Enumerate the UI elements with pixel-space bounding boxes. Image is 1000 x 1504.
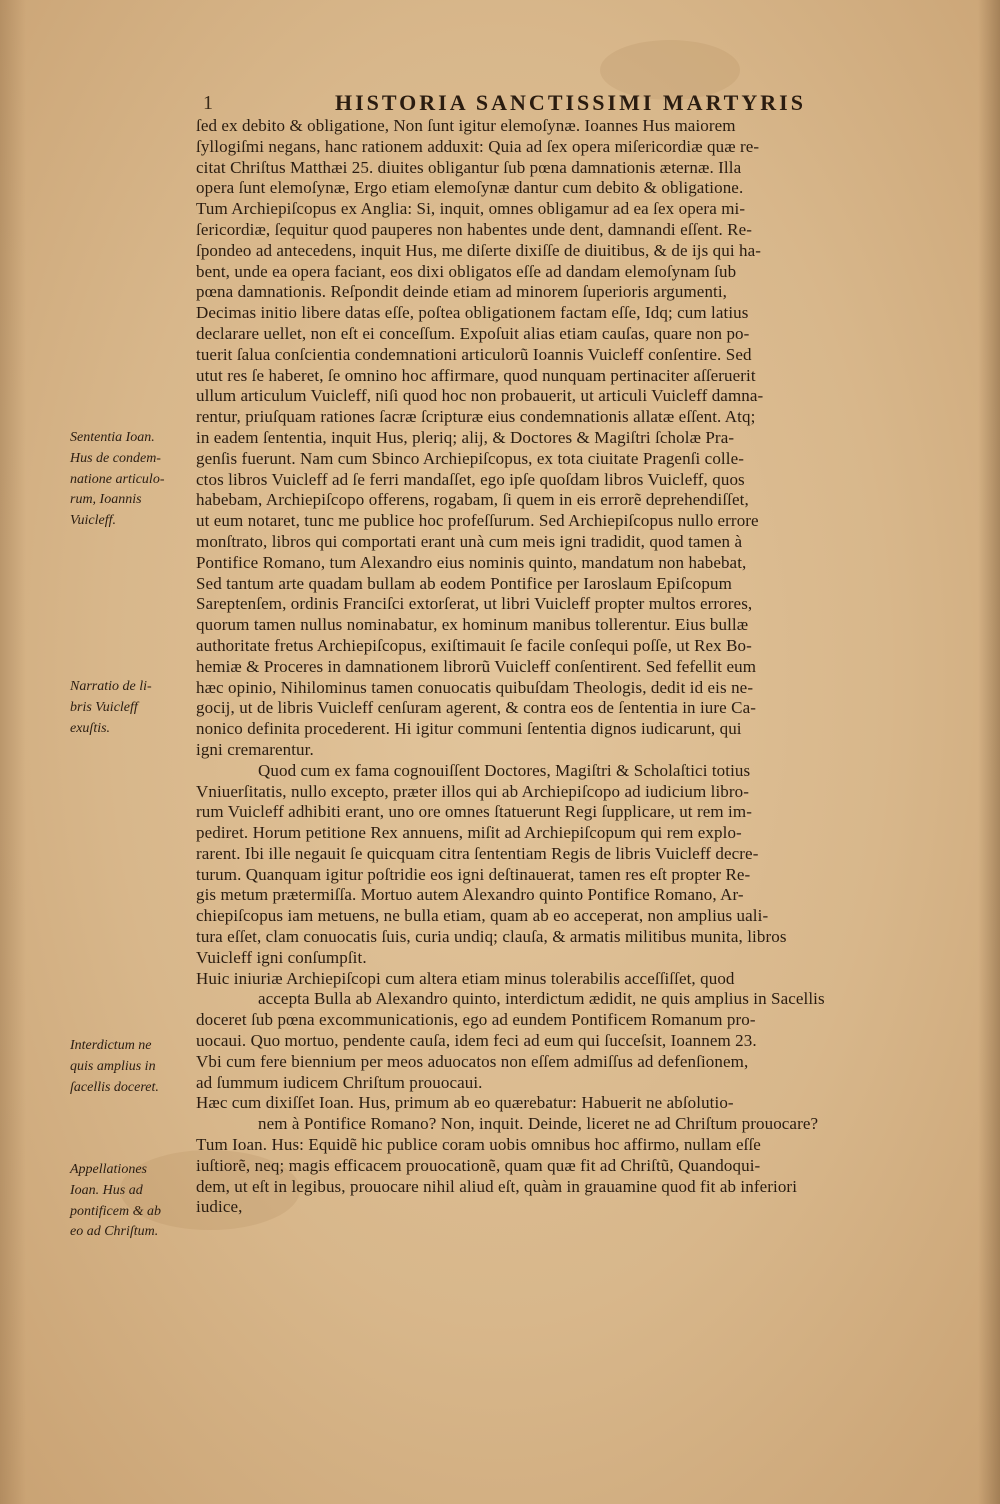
text-line: utut res ſe haberet, ſe omnino hoc affirmare, quod nunquam pertinaciter aſſeruerit bbox=[196, 365, 756, 385]
text-line: gocij, ut de libris Vuicleff cenſuram agerent, & contra eos de ſententia in iure Ca- bbox=[196, 698, 757, 718]
margin-note-narratio bbox=[70, 677, 202, 739]
text-line: Tum Archiepiſcopus ex Anglia: Si, inquit, omnes obligamur ad ea ſex opera mi- bbox=[196, 199, 746, 219]
text-line: Sareptenſem, ordinis Franciſci extorſerat, ut libri Vuicleff propter multos errores, bbox=[196, 594, 753, 614]
text-line: doceret ſub pœna excommunicationis, ego ad eundem Pontificem Romanum pro- bbox=[196, 1010, 756, 1030]
margin-note-line: ſacellis doceret. bbox=[70, 1079, 159, 1095]
margin-note-line: exuſtis. bbox=[70, 720, 111, 736]
margin-note-line: Ioan. Hus ad bbox=[70, 1182, 143, 1198]
text-line: ſyllogiſmi negans, hanc rationem adduxit: Quia ad ſex opera miſericordiæ quæ re- bbox=[196, 136, 760, 156]
text-line: Vuicleff igni conſumpſit. bbox=[196, 947, 367, 967]
margin-note-line: natione articulo- bbox=[70, 471, 165, 487]
text-line: hemiæ & Proceres in damnationem librorũ Vuicleff conſentirent. Sed fefellit eum bbox=[196, 656, 757, 676]
margin-note-line: quis amplius in bbox=[70, 1058, 156, 1074]
text-line: iudice, bbox=[196, 1197, 243, 1217]
text-line: ctos libros Vuicleff ad ſe ferri mandaſſet, ego ipſe quoſdam libros Vuicleff, quos bbox=[196, 469, 745, 489]
text-line: tuerit ſalua conſcientia condemnationi articulorũ Ioannis Vuicleff conſentire. Sed bbox=[196, 344, 752, 364]
text-line: uocaui. Quo mortuo, pendente cauſa, idem feci ad eum qui ſucceſsit, Ioannem 23. bbox=[196, 1031, 757, 1051]
margin-note-line: pontificem & ab bbox=[70, 1203, 161, 1219]
text-line: Huic iniuriæ Archiepiſcopi cum altera etiam minus tolerabilis acceſſiſſet, quod bbox=[196, 968, 735, 988]
text-line: in eadem ſententia, inquit Hus, pleriq; alij, & Doctores & Magiſtri ſcholæ Pra- bbox=[196, 427, 735, 447]
margin-note-interdictum bbox=[70, 1036, 202, 1098]
text-line: accepta Bulla ab Alexandro quinto, interdictum ædidit, ne quis amplius in Sacellis bbox=[258, 989, 825, 1009]
text-line: ullum articulum Vuicleff, niſi quod hoc non probauerit, ut articuli Vuicleff damna- bbox=[196, 386, 764, 406]
text-line: rarent. Ibi ille negauit ſe quicquam citra ſententiam Regis de libris Vuicleff decre- bbox=[196, 843, 759, 863]
text-line: ſed ex debito & obligatione, Non ſunt igitur elemoſynæ. Ioannes Hus maiorem bbox=[196, 116, 736, 135]
margin-note-line: Sententia Ioan. bbox=[70, 430, 155, 445]
text-line: ad ſummum iudicem Chriſtum prouocaui. bbox=[196, 1072, 483, 1092]
margin-note-line: eo ad Chriſtum. bbox=[70, 1224, 159, 1240]
text-line: declarare uellet, non eſt ei conceſſum. Expoſuit alias etiam cauſas, quare non po- bbox=[196, 323, 750, 343]
text-line: dem, ut eſt in legibus, prouocare nihil aliud eſt, quàm in grauamine quod fit ab inferiori bbox=[196, 1176, 798, 1196]
text-line: nonico definita procederent. Hi igitur communi ſententia dignos iudicarunt, qui bbox=[196, 719, 742, 739]
text-line: Sed tantum arte quadam bullam ab eodem Pontifice per Iaroslaum Epiſcopum bbox=[196, 573, 732, 593]
text-line: ſpondeo ad antecedens, inquit Hus, me diſerte dixiſſe de diuitibus, & de ijs qui ha- bbox=[196, 240, 762, 260]
margin-note-line: rum, Ioannis bbox=[70, 492, 142, 508]
text-line: opera ſunt elemoſynæ, Ergo etiam elemoſynæ dantur cum debito & obligatione. bbox=[196, 178, 744, 198]
margin-note-line: bris Vuicleff bbox=[70, 699, 138, 715]
text-line: gis metum prætermiſſa. Mortuo autem Alexandro quinto Pontifice Romano, Ar- bbox=[196, 885, 744, 905]
text-line: Pontifice Romano, tum Alexandro eius nominis quinto, mandatum non habebat, bbox=[196, 552, 747, 572]
text-line: Quod cum ex fama cognouiſſent Doctores, Magiſtri & Scholaſtici totius bbox=[258, 760, 751, 780]
text-line: habebam, Archiepiſcopo offerens, rogabam, ſi quem in eis errorẽ deprehendiſſet, bbox=[196, 490, 749, 510]
page-edge-shadow-right bbox=[978, 0, 1000, 1504]
text-line: ut eum notaret, tunc me publice hoc profeſſurum. Sed Archiepiſcopus nullo errore bbox=[196, 511, 759, 531]
text-line: bent, unde ea opera faciant, eos dixi obligatos eſſe ad dandam elemoſynam ſub bbox=[196, 261, 737, 281]
text-line: pediret. Horum petitione Rex annuens, miſit ad Archiepiſcopum qui rem explo- bbox=[196, 823, 742, 843]
page-number: 1 bbox=[203, 92, 213, 114]
margin-note-line: Vuicleff. bbox=[70, 513, 116, 529]
text-line: pœna damnationis. Reſpondit deinde etiam ad minorem ſuperioris argumenti, bbox=[196, 282, 728, 302]
text-line: tura eſſet, clam conuocatis ſuis, curia undiq; clauſa, & armatis militibus munita, libros bbox=[196, 927, 787, 947]
text-line: Hæc cum dixiſſet Ioan. Hus, primum ab eo quærebatur: Habuerit ne abſolutio- bbox=[196, 1093, 734, 1113]
text-line: iuſtiorẽ, neq; magis efficacem prouocationẽ, quam quæ fit ad Chriſtũ, Quandoqui- bbox=[196, 1155, 761, 1175]
running-title: HISTORIA SANCTISSIMI MARTYRIS bbox=[335, 90, 806, 115]
margin-note-sententia bbox=[70, 428, 202, 532]
text-line: nem à Pontifice Romano? Non, inquit. Deinde, liceret ne ad Chriſtum prouocare? bbox=[258, 1114, 819, 1134]
text-line: chiepiſcopus iam metuens, ne bulla etiam, quam ab eo acceperat, non amplius uali- bbox=[196, 906, 769, 926]
text-line: igni cremarentur. bbox=[196, 739, 314, 759]
text-line: Decimas initio libere datas eſſe, poſtea obligationem factam eſſe, Idq; cum latius bbox=[196, 303, 749, 323]
margin-note-appellationes bbox=[70, 1160, 202, 1243]
margin-note-line: Interdictum ne bbox=[70, 1038, 152, 1053]
text-line: Vniuerſitatis, nullo excepto, præter illos qui ab Archiepiſcopo ad iudicium libro- bbox=[196, 781, 750, 801]
text-line: turum. Quanquam igitur poſtridie eos igni deſtinauerat, tamen res eſt propter Re- bbox=[196, 864, 751, 884]
text-line: genſis fuerunt. Nam cum Sbinco Archiepiſcopus, ex tota ciuitate Pragenſi colle- bbox=[196, 448, 744, 468]
margin-note-line: Hus de condem- bbox=[70, 450, 161, 466]
text-line: quorum tamen nullus nominabatur, ex hominum manibus tollerentur. Eius bullæ bbox=[196, 615, 749, 635]
text-line: authoritate fretus Archiepiſcopus, exiſtimauit ſe facile conſequi poſſe, ut Rex Bo- bbox=[196, 635, 752, 655]
text-line: citat Chriſtus Matthæi 25. diuites obligantur ſub pœna damnationis æternæ. Illa bbox=[196, 157, 742, 177]
text-line: monſtrato, libros qui comportati erant unà cum meis igni tradidit, quod tamen à bbox=[196, 531, 743, 551]
text-line: rentur, priuſquam rationes ſacræ ſcripturæ eius condemnationis allatæ eſſent. Atq; bbox=[196, 407, 756, 427]
text-line: Tum Ioan. Hus: Equidẽ hic publice coram uobis omnibus hoc affirmo, nullam eſſe bbox=[196, 1135, 761, 1155]
text-line: hæc opinio, Nihilominus tamen conuocatis quibuſdam Theologis, dedit id eis ne- bbox=[196, 677, 754, 697]
text-line: Vbi cum fere biennium per meos aduocatos non eſſem admiſſus ad defenſionem, bbox=[196, 1051, 749, 1071]
page-edge-shadow-left bbox=[0, 0, 26, 1504]
margin-note-line: Narratio de li- bbox=[70, 679, 152, 694]
margin-note-line: Appellationes bbox=[70, 1162, 147, 1177]
text-line: rum Vuicleff adhibiti erant, uno ore omnes ſtatuerunt Regi ſupplicare, ut rem im- bbox=[196, 802, 752, 822]
main-text-column bbox=[196, 116, 908, 1218]
text-line: ſericordiæ, ſequitur quod pauperes non habentes unde dent, damnandi eſſent. Re- bbox=[196, 219, 752, 239]
